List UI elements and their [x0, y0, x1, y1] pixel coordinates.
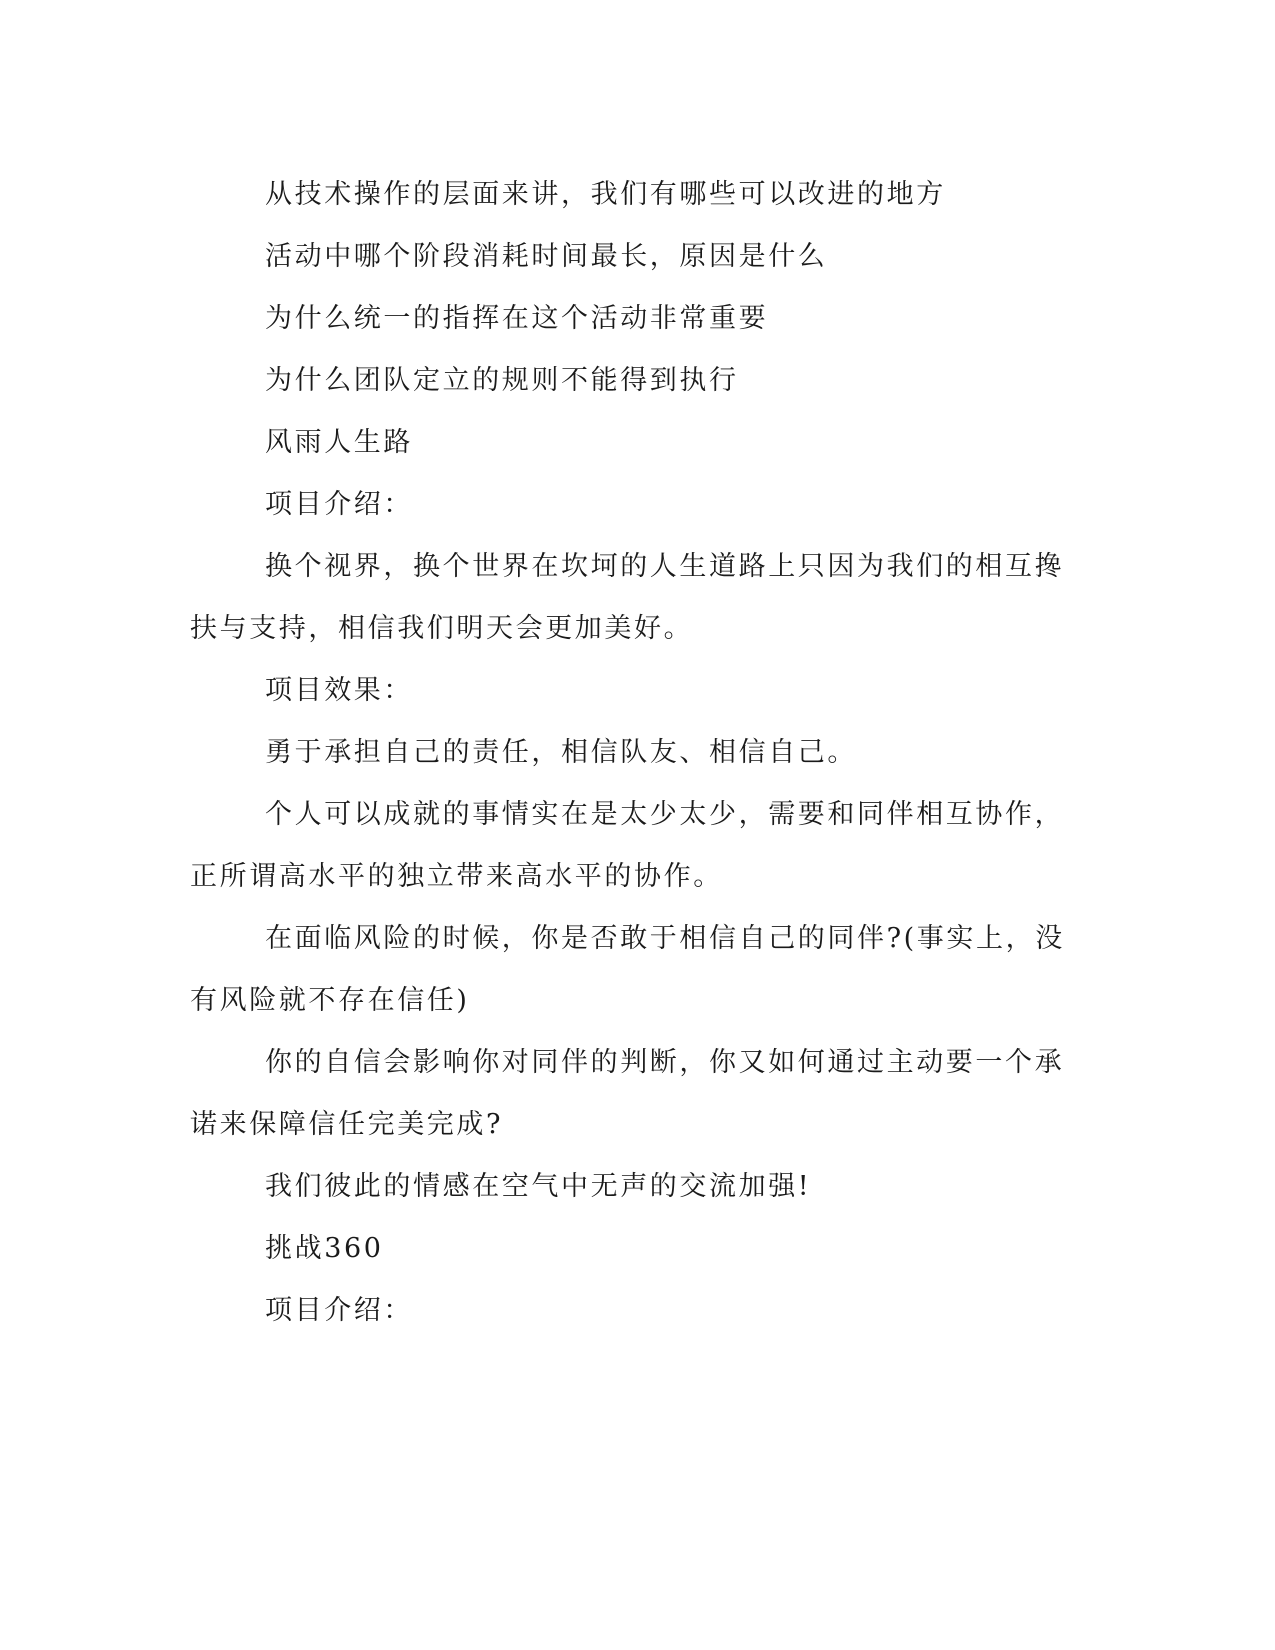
paragraph: 为什么统一的指挥在这个活动非常重要: [265, 303, 769, 334]
subheading: 项目介绍：: [265, 489, 413, 520]
subheading: 项目介绍：: [265, 1295, 413, 1326]
paragraph: 我们彼此的情感在空气中无声的交流加强!: [265, 1171, 812, 1202]
paragraph: 为什么团队定立的规则不能得到执行: [265, 365, 739, 396]
subheading: 项目效果：: [265, 675, 413, 706]
section-heading: 挑战360: [265, 1233, 384, 1264]
section-heading: 风雨人生路: [265, 427, 413, 458]
document-body: [190, 164, 1070, 1342]
paragraph: 个人可以成就的事情实在是太少太少，需要和同伴相互协作，正所谓高水平的独立带来高水平的协作。: [190, 799, 1065, 892]
paragraph: 你的自信会影响你对同伴的判断，你又如何通过主动要一个承诺来保障信任完美完成?: [190, 1047, 1065, 1140]
paragraph: 换个视界，换个世界在坎坷的人生道路上只因为我们的相互搀扶与支持，相信我们明天会更加美好。: [190, 551, 1065, 644]
paragraph: 勇于承担自己的责任，相信队友、相信自己。: [265, 737, 857, 768]
paragraph: 从技术操作的层面来讲，我们有哪些可以改进的地方: [265, 179, 946, 210]
paragraph: 活动中哪个阶段消耗时间最长，原因是什么: [265, 241, 828, 272]
paragraph: 在面临风险的时候，你是否敢于相信自己的同伴?(事实上，没有风险就不存在信任): [190, 923, 1065, 1016]
